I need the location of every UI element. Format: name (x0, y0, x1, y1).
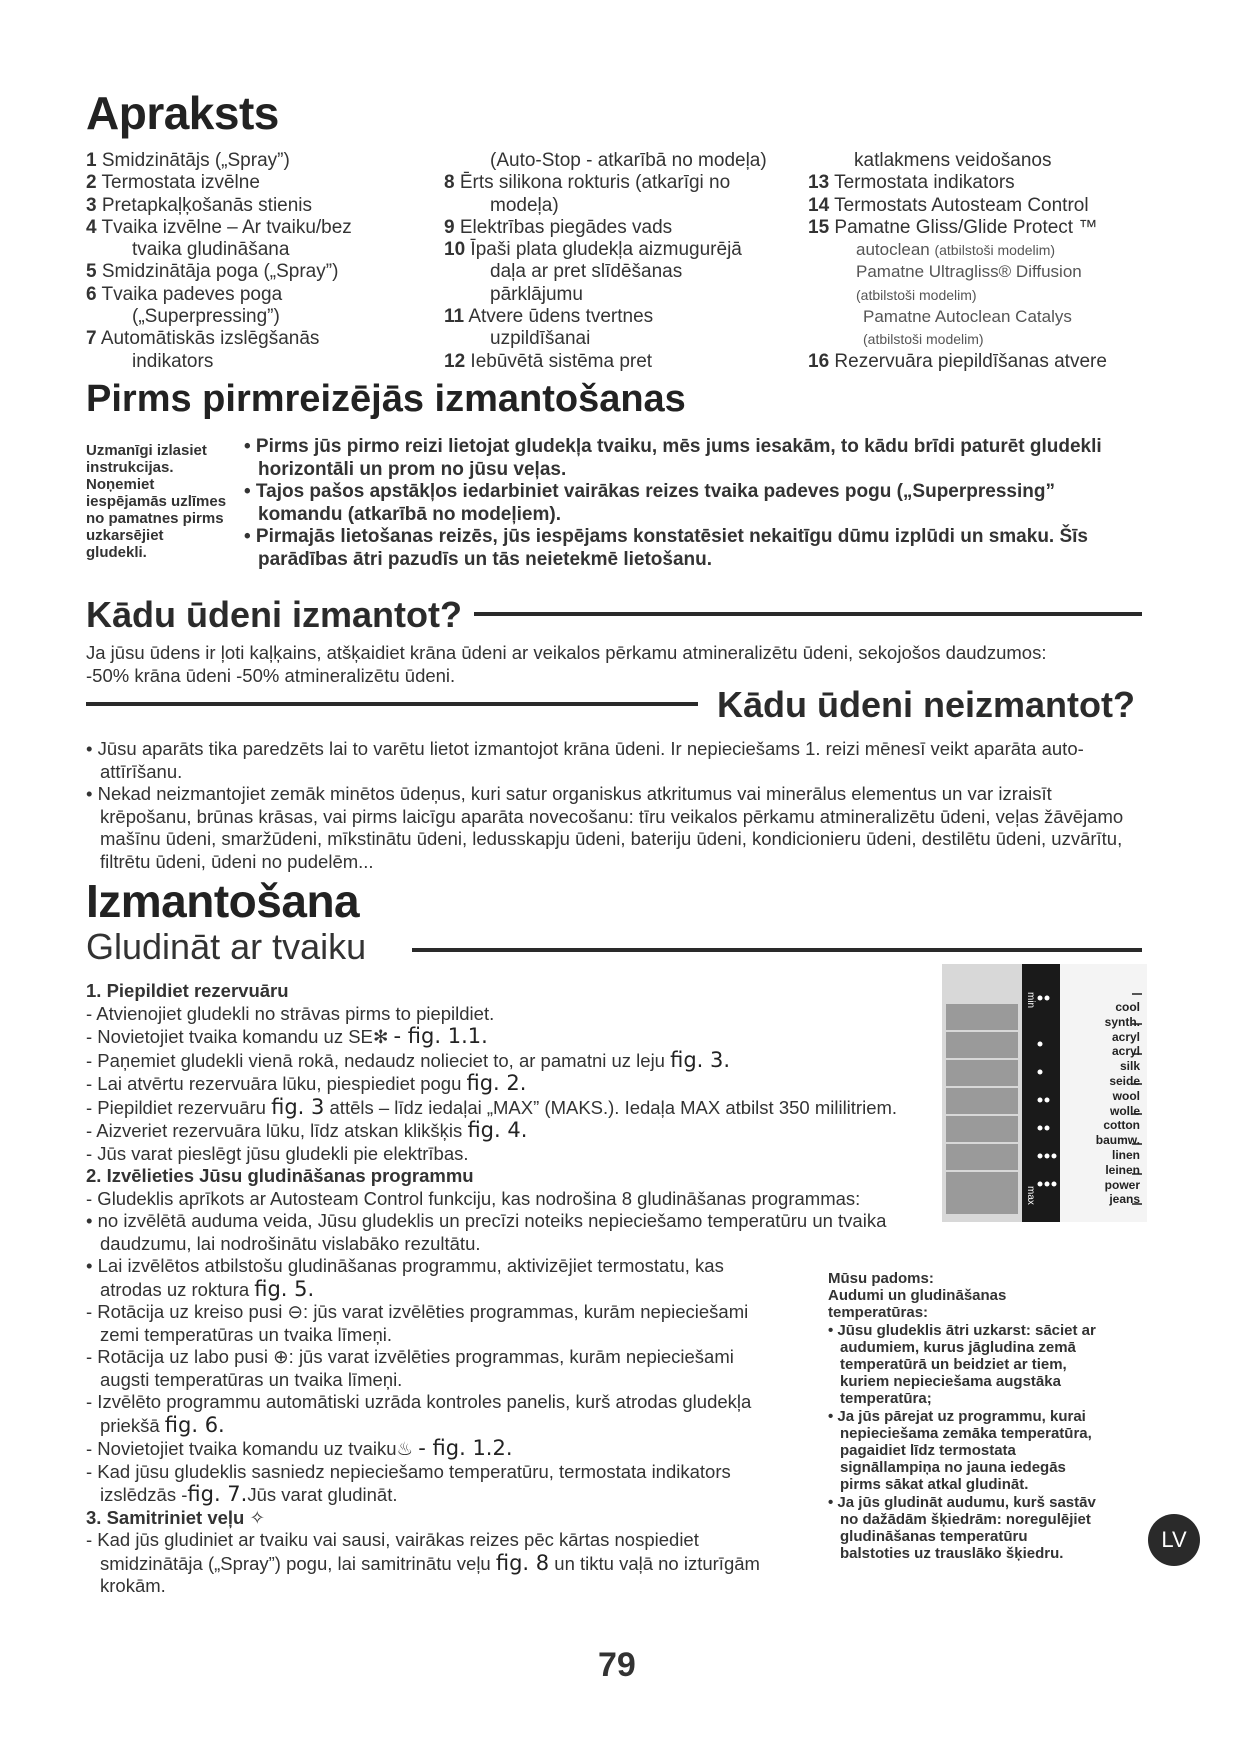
item-number: 14 (808, 194, 830, 216)
item-16 (808, 351, 1148, 373)
step-1-text: - Novietojiet tvaika komandu uz SE (86, 1026, 373, 1047)
step-1-line (86, 1096, 986, 1120)
step-2-text: Jūs varat gludināt. (247, 1484, 398, 1505)
col2-lead: (Auto-Stop - atkarībā no modeļa) (490, 150, 767, 171)
language-badge: LV (1148, 1514, 1200, 1566)
which-not-line: krēpošanu, brūnas krāsas, vai pirms laicīgu aparāta novecošanu: tīru veikalos pērkamu atmineralizētu ūdeni, veļas žāvējamo (100, 805, 1124, 827)
item-continuation: tvaika gludināšana (132, 239, 290, 261)
item-text: Pamatne Gliss/Glide Protect ™ (834, 216, 1098, 238)
panel-fabric-label: acryl (1111, 1044, 1140, 1059)
panel-fabric-label: wool (1112, 1088, 1140, 1103)
step-1-line (86, 1072, 986, 1096)
step-2-line: zemi temperatūras un tvaika līmeņi. (100, 1323, 393, 1345)
panel-fabric-label: wolle (1109, 1103, 1140, 1118)
panel-fabric-label: baumw. (1095, 1133, 1140, 1148)
autosteam-control-panel-figure (942, 964, 1147, 1222)
col3-item (808, 195, 1148, 217)
which-not-line: mašīnu ūdeni, smaržūdeni, mīkstinātu ūdeni, ledusskapju ūdeni, bateriju ūdeni, kondicionieru ūdeni, destilētu ūdeni, uzvārītu, (100, 828, 1123, 849)
col2-item (444, 172, 804, 194)
item-number: 1 (86, 150, 97, 171)
tip-line: nepieciešama zemāka temperatūra, (840, 1424, 1092, 1442)
side-note-line: uzkarsējiet (86, 527, 164, 544)
fig-ref: fig. 8 (495, 1550, 550, 1575)
step-2-line: - Gludeklis aprīkots ar Autosteam Control funkciju, kas nodrošina 8 gludināšanas programmas: (86, 1187, 861, 1209)
step-1-line (86, 1119, 986, 1143)
item-number: 2 (86, 172, 97, 194)
first-use-bullet-line: • Pirmajās lietošanas reizēs, jūs iespējams konstatēsiet nekaitīgu dūmu izplūdi un smaku. Šīs (244, 526, 1088, 547)
tip-line: audumiem, kurus jāgludina zemā (840, 1338, 1076, 1356)
which-water-rule (474, 612, 1142, 616)
col1-item (86, 217, 466, 239)
item-text: Tvaika padeves poga (101, 283, 283, 305)
first-use-bullet-line: • Pirms jūs pirmo reizi lietojat gludekļa tvaiku, mēs jums iesakām, to kādu brīdi paturēt gludekli (244, 436, 1102, 457)
col3-extra-c: Pamatne Autoclean Catalys (863, 307, 1072, 327)
fig-ref: - fig. 1.1. (393, 1024, 488, 1048)
first-use-bullet-line: komandu (atkarībā no modeļiem). (258, 503, 561, 525)
which-not-line: filtrētu ūdeni, ūdeni no pudelēm... (100, 850, 374, 872)
tip-line: gludināšanas temperatūru (840, 1528, 1028, 1546)
item-number: 12 (444, 350, 466, 372)
item-continuation: indikators (132, 350, 214, 372)
step-1-line: - Jūs varat pieslēgt jūsu gludekli pie elektrības. (86, 1142, 469, 1164)
first-use-bullet-line: parādības ātri pazudīs un tās neietekmē lietošanu. (258, 548, 713, 570)
tip-line: no dažādām šķiedrām: noregulējiet (840, 1510, 1091, 1528)
fig-ref: fig. 5. (254, 1276, 315, 1301)
tip-line: signāllampiņa no jauna iedegās (840, 1459, 1066, 1477)
step-3-text: un tiktu vaļā no izturīgām (554, 1552, 760, 1574)
side-note-line: iespējamās uzlīmes (86, 493, 227, 510)
extra-a-text: autoclean (856, 240, 930, 260)
step-2-text: priekšā (100, 1414, 160, 1436)
panel-side-max: max (1025, 1186, 1036, 1205)
col3-extra-c-note: (atbilstoši modelim) (863, 331, 984, 348)
fig-ref: fig. 3. (670, 1047, 731, 1072)
item-number: 3 (86, 194, 97, 216)
tip-line: Audumi un gludināšanas (828, 1287, 1007, 1305)
item-text: Ērts silikona rokturis (atkarīgi no (459, 172, 731, 194)
item-text: Atvere ūdens tvertnes (468, 306, 654, 328)
step-1-line (86, 1025, 986, 1049)
extra-a-note: (atbilstoši modelim) (934, 242, 1056, 259)
item-continuation: daļa ar pret slīdēšanas (490, 261, 683, 283)
tip-line: kuriem nepieciešama augstāka (840, 1373, 1061, 1391)
item-number: 9 (444, 216, 455, 238)
col1-item (86, 195, 466, 217)
panel-fabric-label: jeans (1109, 1192, 1140, 1207)
item-continuation: pārklājumu (490, 283, 583, 305)
step-1-text: - Aizveriet rezervuāra lūku, līdz atskan klikšķis (86, 1120, 463, 1141)
step-1-text: attēls – līdz iedaļai „MAX” (MAKS.). Iedaļa MAX atbilst 350 mililitriem. (329, 1096, 898, 1118)
panel-fabric-label: cotton (1103, 1118, 1140, 1133)
step-2-title: 2. Izvēlieties Jūsu gludināšanas programmu (86, 1165, 474, 1186)
parts-list-col2 (444, 150, 804, 373)
col2-item (444, 239, 804, 261)
step-2-line: • no izvēlētā auduma veida, Jūsu gludeklis un precīzi noteiks nepieciešamo temperatūru un tvaika (86, 1210, 887, 1231)
which-water-text (86, 642, 1166, 687)
fig-ref: fig. 2. (466, 1071, 527, 1095)
plus-circle-icon: ⊕ (273, 1346, 289, 1367)
page-title: Apraksts (86, 87, 279, 139)
which-water-line: -50% krāna ūdeni -50% atmineralizētu ūdeni. (86, 664, 456, 686)
tip-line: balstoties uz trauslāko šķiedru. (840, 1545, 1064, 1563)
panel-fabric-label: synth. (1104, 1014, 1140, 1029)
tip-line: • Ja jūs gludināt audumu, kurš sastāv (828, 1493, 1096, 1511)
col2-item (444, 351, 804, 373)
fig-ref: fig. 6. (164, 1412, 225, 1437)
item-continuation: uzpildīšanai (490, 328, 591, 350)
panel-fabric-label: silk (1119, 1059, 1140, 1074)
item-text: Smidzinātājs („Spray”) (101, 150, 290, 171)
col3-extra-b: Pamatne Ultragliss® Diffusion (856, 262, 1082, 282)
side-note-line: no pamatnes pirms (86, 510, 224, 527)
panel-fabric-label: acryl (1111, 1029, 1140, 1044)
before-first-use-bullets (244, 436, 1174, 571)
item-number: 5 (86, 261, 97, 283)
steam-icon: ♨ (396, 1438, 414, 1459)
step-1-line: - Atvienojiet gludekli no strāvas pirms to piepildiet. (86, 1002, 495, 1024)
item-continuation: („Superpressing”) (132, 306, 280, 328)
step-2-text: - Rotācija uz kreiso pusi (86, 1301, 283, 1322)
minus-circle-icon: ⊖ (287, 1301, 304, 1322)
item-continuation: modeļa) (490, 194, 559, 216)
fig-ref: fig. 4. (467, 1118, 528, 1142)
usage-subheading: Gludināt ar tvaiku (86, 926, 367, 967)
tip-line: pagaidiet līdz termostata (840, 1442, 1016, 1460)
which-water-line: Ja jūsu ūdens ir ļoti kaļķains, atšķaidiet krāna ūdeni ar veikalos pērkamu atmineralizētu ūdeni, sekojošos daudzumos: (86, 642, 1047, 663)
which-water-heading: Kādu ūdeni izmantot? (86, 594, 462, 635)
step-1-text: - Piepildiet rezervuāru (86, 1096, 266, 1118)
item-16-num: 16 (808, 350, 830, 372)
step-2-line: daudzumu, lai nodrošinātu vislabāko rezultātu. (100, 1232, 481, 1254)
side-note-line: instrukcijas. (86, 459, 174, 476)
page-number: 79 (598, 1646, 636, 1684)
col3-extra-b-note: (atbilstoši modelim) (856, 286, 977, 303)
col1-item (86, 150, 466, 172)
panel-fabric-label: leinen (1105, 1162, 1140, 1177)
fig-ref: fig. 7. (187, 1482, 248, 1506)
parts-list-col1 (86, 150, 466, 373)
which-not-line: • Nekad neizmantojiet zemāk minētos ūdeņus, kuri satur organiskus atkritumus vai minerālus elementus un var izraisīt (86, 783, 1052, 804)
item-text: Termostats Autosteam Control (834, 194, 1089, 216)
fig-ref: fig. 3 (271, 1094, 325, 1119)
usage-heading: Izmantošana (86, 875, 360, 927)
step-2-line: • Lai izvēlētos atbilstošu gludināšanas programmu, aktivizējiet termostatu, kas (86, 1255, 724, 1276)
item-text: Īpaši plata gludekļa aizmugurējā (470, 239, 742, 261)
parts-list-col3 (808, 150, 1148, 373)
step-2-line: augsti temperatūras un tvaika līmeņi. (100, 1368, 403, 1390)
step-2-line: - Izvēlēto programmu automātiski uzrāda kontroles panelis, kurš atrodas gludekļa (86, 1391, 752, 1412)
col1-item (86, 261, 466, 283)
side-note-line: Noņemiet (86, 476, 155, 493)
col3-lead: katlakmens veidošanos (854, 150, 1052, 171)
panel-fabric-label: seide (1109, 1073, 1140, 1088)
which-not-line: attīrīšanu. (100, 760, 183, 782)
step-3-line: krokām. (100, 1575, 166, 1596)
col1-item (86, 172, 466, 194)
col2-item (444, 217, 804, 239)
item-text: Tvaika izvēlne – Ar tvaiku/bez (101, 216, 352, 238)
tip-line: temperatūras: (828, 1304, 929, 1322)
fig-ref: - fig. 1.2. (418, 1436, 513, 1460)
which-not-rule (86, 702, 698, 706)
col1-item (86, 284, 466, 306)
col3-item (808, 172, 1148, 194)
tip-line: Mūsu padoms: (828, 1270, 934, 1287)
which-not-line: • Jūsu aparāts tika paredzēts lai to varētu lietot izmantojot krāna ūdeni. Ir nepieciešams 1. reizi mēnesī veikt aparāta auto- (86, 738, 1084, 759)
panel-fabric-label: cool (1115, 1000, 1140, 1014)
which-not-text (86, 738, 1186, 873)
item-16-text: Rezervuāra piepildīšanas atvere (834, 350, 1107, 372)
step-2-text: atrodas uz roktura (100, 1278, 250, 1300)
tip-line: temperatūrā un beidziet ar tiem, (840, 1356, 1067, 1374)
item-number: 8 (444, 172, 455, 194)
steam-off-icon: ✻ (372, 1026, 389, 1047)
which-not-heading: Kādu ūdeni neizmantot? (717, 684, 1135, 725)
item-text: Elektrības piegādes vads (459, 216, 673, 238)
step-1-title: 1. Piepildiet rezervuāru (86, 980, 289, 1001)
item-number: 7 (86, 328, 97, 350)
item-number: 4 (86, 216, 97, 238)
item-number: 11 (444, 306, 465, 328)
item-text: Termostata indikators (834, 172, 1015, 194)
item-number: 15 (808, 216, 830, 238)
first-use-bullet-line: horizontāli un prom no jūsu veļas. (258, 458, 567, 480)
col2-item (444, 306, 804, 328)
step-1-text: - Lai atvērtu rezervuāra lūku, piespiediet pogu (86, 1073, 462, 1094)
item-text: Smidzinātāja poga („Spray”) (101, 261, 339, 283)
step-2-text: - Rotācija uz labo pusi (86, 1346, 269, 1367)
item-number: 13 (808, 172, 830, 194)
item-number: 10 (444, 239, 466, 261)
step-2-line: - Kad jūsu gludeklis sasniedz nepieciešamo temperatūru, termostata indikators (86, 1460, 731, 1482)
tip-line: • Jūsu gludeklis ātri uzkarst: sāciet ar (828, 1321, 1096, 1339)
step-2-text: : jūs varat izvēlēties programmas, kurām nepieciešami (303, 1301, 749, 1322)
tip-line: • Ja jūs pārejat uz programmu, kurai (828, 1407, 1086, 1425)
item-text: Termostata izvēlne (101, 172, 260, 194)
tip-line: temperatūra; (840, 1390, 932, 1408)
spray-icon: ✧ (249, 1506, 265, 1528)
first-use-bullet-line: • Tajos pašos apstākļos iedarbiniet vairākas reizes tvaika padeves pogu („Superpressing” (244, 481, 1055, 502)
col3-item (808, 217, 1148, 239)
usage-rule (412, 948, 1142, 952)
item-text: Pretapkaļķošanās stienis (101, 194, 313, 216)
step-1-text: - Paņemiet gludekli vienā rokā, nedaudz nolieciet to, ar pamatni uz leju (86, 1049, 665, 1071)
panel-fabric-label: linen (1111, 1147, 1140, 1162)
side-note-line: Uzmanīgi izlasiet (86, 442, 207, 459)
panel-side-min: min (1025, 992, 1036, 1009)
panel-fabric-label: power (1104, 1177, 1140, 1192)
side-note-line: gludekli. (86, 544, 147, 561)
step-1-line (86, 1049, 986, 1073)
item-text: Automātiskās izslēgšanās (100, 328, 320, 350)
step-3-line: - Kad jūs gludiniet ar tvaiku vai sausi, vairākas reizes pēc kārtas nospiediet (86, 1529, 699, 1550)
tip-line: pirms sākat atkal gludināt. (840, 1476, 1029, 1494)
step-2-text: : jūs varat izvēlēties programmas, kurām nepieciešami (288, 1346, 734, 1367)
panel-labels (1060, 1000, 1140, 1207)
tip-box (828, 1270, 1158, 1562)
step-2-text: - Novietojiet tvaika komandu uz tvaiku (86, 1438, 397, 1459)
step-3-text: smidzinātāja („Spray”) pogu, lai samitrinātu veļu (100, 1552, 491, 1574)
item-text: Iebūvētā sistēma pret (470, 350, 653, 372)
step-2-text: izslēdzās - (100, 1484, 188, 1505)
item-number: 6 (86, 283, 97, 305)
col1-item (86, 328, 466, 350)
before-first-use-side-note (86, 442, 246, 561)
col3-extra-a (808, 239, 1148, 261)
step-3-title: 3. Samitriniet veļu (86, 1506, 245, 1528)
before-first-use-heading: Pirms pirmreizējās izmantošanas (86, 378, 686, 420)
